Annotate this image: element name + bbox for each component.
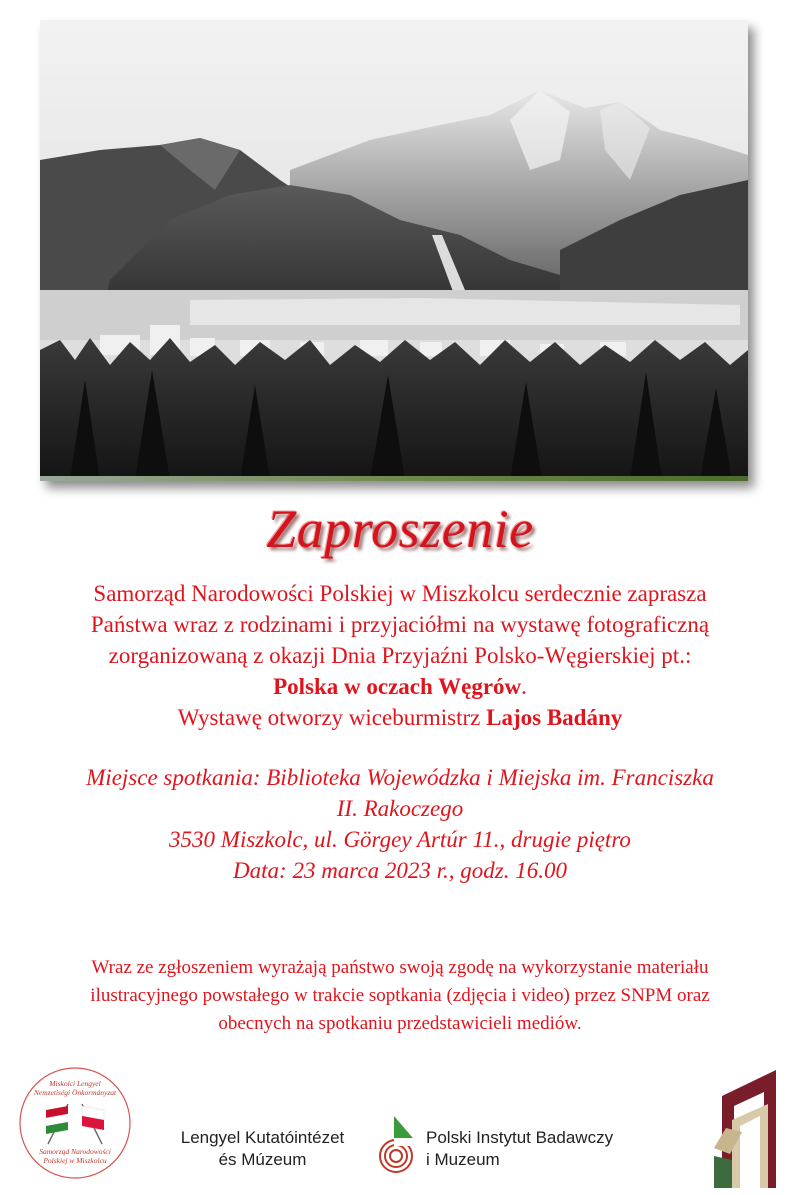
institute-hu-line-2: és Múzeum <box>218 1150 307 1169</box>
opener-name: Lajos Badány <box>486 705 623 730</box>
meeting-place-line-1: Miejsce spotkania: Biblioteka Wojewódzka i Miejska im. Franciszka <box>86 765 714 790</box>
consent-line-1: Wraz ze zgłoszeniem wyrażają państwo swoją zgodę na wykorzystanie materiału <box>91 957 709 978</box>
mountain-photo <box>40 20 748 480</box>
institute-pl-line-2: i Muzeum <box>426 1150 500 1169</box>
logo-top-line-2: Nemzetiségi Önkormányzat <box>33 1088 117 1097</box>
consent-line-2: ilustracyjnego powstałego w trakcie soptkania (zdjęcia i video) przez SNPM oraz <box>90 985 710 1006</box>
crossed-flags-icon <box>18 1066 132 1180</box>
institute-logo <box>374 1112 422 1174</box>
body-line-5 <box>0 702 800 733</box>
opener-prefix: Wystawę otworzy wiceburmistrz <box>177 705 487 730</box>
institute-logo-icon <box>374 1112 422 1174</box>
body-line-3: zorganizowaną z okazji Dnia Przyjaźni Polsko-Węgierskiej pt.: <box>108 643 692 668</box>
institute-pl-line-1: Polski Instytut Badawczy <box>426 1128 614 1147</box>
photo-bottom-strip <box>40 476 748 481</box>
library-gate-icon <box>712 1068 784 1190</box>
consent-notice <box>12 954 788 1038</box>
institute-hu-line-1: Lengyel Kutatóintézet <box>180 1128 345 1147</box>
consent-line-3: obecnych na spotkaniu przedstawicieli mediów. <box>218 1013 582 1034</box>
institute-name-polish <box>426 1127 686 1171</box>
logo-top-line-1: Miskolci Lengyel <box>49 1079 101 1088</box>
library-logo <box>712 1068 784 1190</box>
body-line-4 <box>0 671 800 702</box>
exhibition-title: Polska w oczach Węgrów <box>273 674 522 699</box>
institute-name-hungarian <box>155 1127 370 1171</box>
snpm-logo <box>18 1066 132 1180</box>
meeting-date: Data: 23 marca 2023 r., godz. 16.00 <box>233 858 567 883</box>
invitation-title: Zaproszenie <box>266 499 534 559</box>
meeting-place-line-2: II. Rakoczego <box>336 796 464 821</box>
meeting-details <box>0 762 800 886</box>
body-line-2: Państwa wraz z rodzinami i przyjaciółmi na wystawę fotograficzną <box>90 612 710 637</box>
logo-bottom-line-2: Polskiej w Miszkolcu <box>43 1156 107 1165</box>
exhibition-suffix: . <box>521 674 527 699</box>
logo-bottom-line-1: Samorząd Narodowości <box>39 1147 111 1156</box>
meeting-address: 3530 Miszkolc, ul. Görgey Artúr 11., drugie piętro <box>169 827 631 852</box>
mountain-landscape-image <box>40 20 748 480</box>
invitation-body <box>0 578 800 733</box>
body-line-1: Samorząd Narodowości Polskiej w Miszkolcu serdecznie zaprasza <box>93 581 707 606</box>
